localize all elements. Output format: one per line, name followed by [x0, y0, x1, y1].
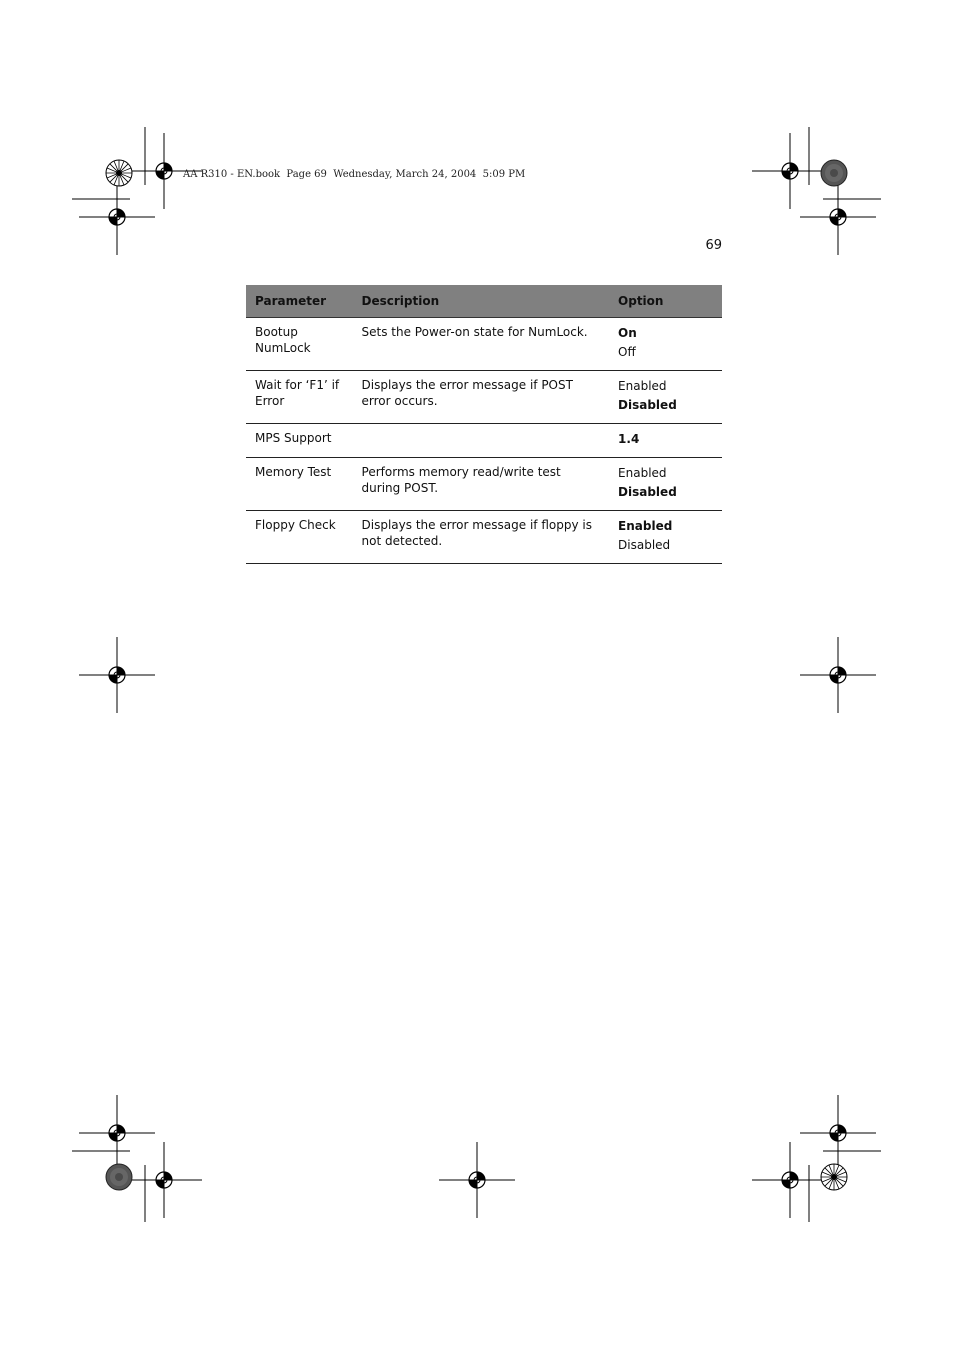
option-value-default: 1.4: [618, 432, 640, 446]
table-header-row: [246, 285, 722, 318]
option-value: Off: [618, 345, 636, 359]
column-header-option: Option: [609, 285, 722, 318]
parameter-cell: Wait for ‘F1’ if Error: [246, 371, 353, 424]
column-header-description: Description: [353, 285, 610, 318]
option-cell: [609, 318, 722, 371]
option-value-default: Disabled: [618, 485, 677, 499]
option-value-default: Disabled: [618, 398, 677, 412]
description-cell: Sets the Power-on state for NumLock.: [353, 318, 610, 371]
option-cell: [609, 458, 722, 511]
description-cell: Displays the error message if floppy is not detected.: [353, 511, 610, 564]
table-row: [246, 511, 722, 564]
parameter-cell: Floppy Check: [246, 511, 353, 564]
description-cell: Displays the error message if POST error occurs.: [353, 371, 610, 424]
table-row: [246, 318, 722, 371]
column-header-parameter: Parameter: [246, 285, 353, 318]
page-number: 69: [705, 238, 722, 253]
option-cell: [609, 371, 722, 424]
option-value-default: On: [618, 326, 637, 340]
description-cell: Performs memory read/write test during POST.: [353, 458, 610, 511]
parameter-cell: Memory Test: [246, 458, 353, 511]
option-value: Enabled: [618, 379, 667, 393]
option-cell: [609, 511, 722, 564]
parameter-cell: Bootup NumLock: [246, 318, 353, 371]
description-cell: [353, 424, 610, 458]
option-value: Enabled: [618, 466, 667, 480]
parameter-cell: MPS Support: [246, 424, 353, 458]
bios-parameter-table: [246, 285, 722, 564]
option-value-default: Enabled: [618, 519, 673, 533]
print-slug-line: AA R310 - EN.book Page 69 Wednesday, March 24, 2004 5:09 PM: [183, 169, 526, 180]
option-cell: [609, 424, 722, 458]
table-row: [246, 371, 722, 424]
table-row: [246, 424, 722, 458]
option-value: Disabled: [618, 538, 671, 552]
table-row: [246, 458, 722, 511]
